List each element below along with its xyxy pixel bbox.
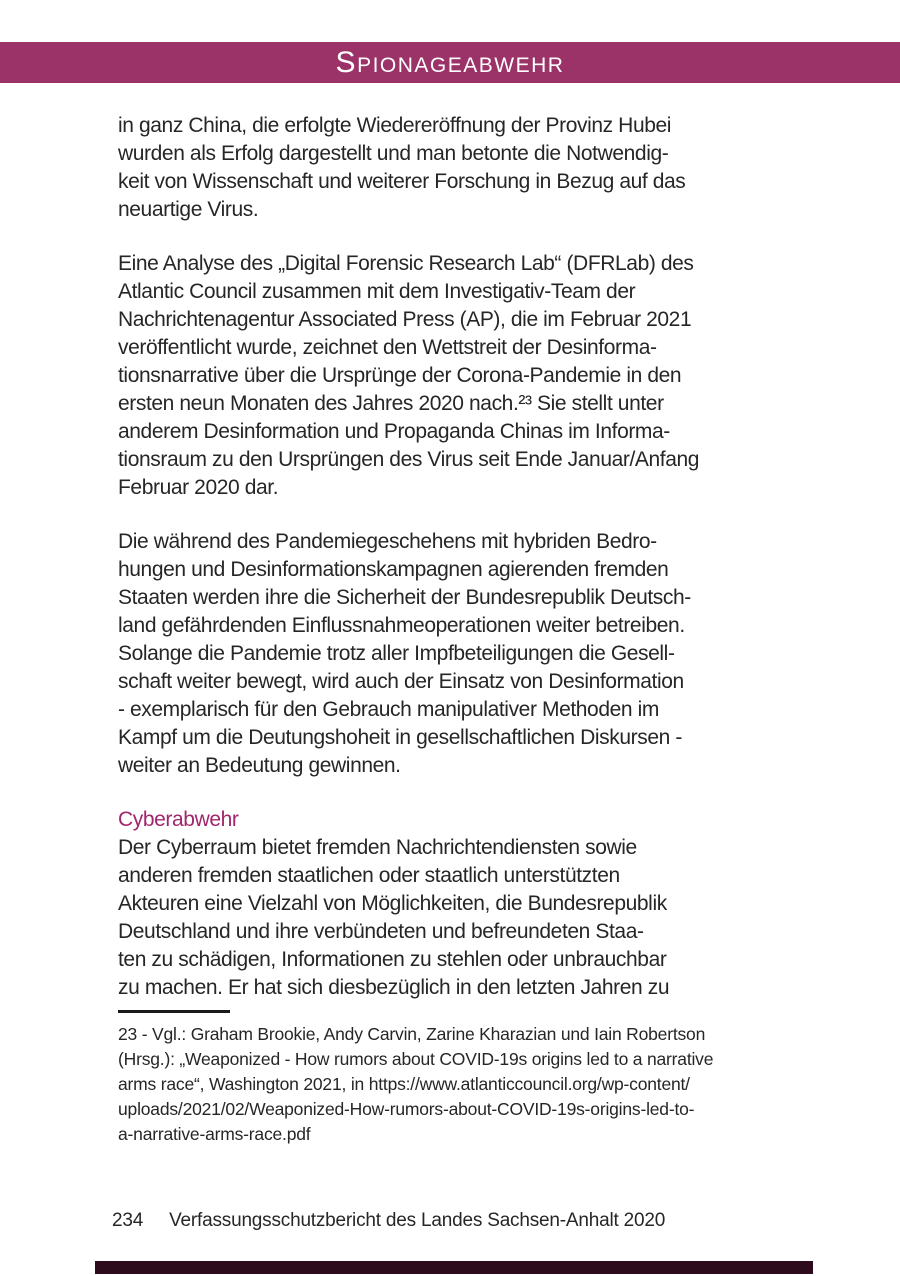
text-line: uploads/2021/02/Weaponized-How-rumors-about-COVID-19s-origins-led-to- <box>118 1099 695 1119</box>
text-line: neuartige Virus. <box>118 198 259 221</box>
footnote <box>118 1022 790 1147</box>
section-heading: Cyberabwehr <box>118 808 239 831</box>
text-line: schaft weiter bewegt, wird auch der Einsatz von Desinformation <box>118 670 684 693</box>
footnote-separator <box>118 1010 230 1013</box>
text-line: Deutschland und ihre verbündeten und befreundeten Staa- <box>118 920 644 943</box>
paragraph <box>118 112 790 224</box>
text-line: arms race“, Washington 2021, in https://www.atlanticcouncil.org/wp-content/ <box>118 1074 690 1094</box>
text-line: tionsnarrative über die Ursprünge der Corona-Pandemie in den <box>118 364 682 387</box>
page-number: 234 <box>112 1210 144 1231</box>
text-line: ersten neun Monaten des Jahres 2020 nach.²³ Sie stellt unter <box>118 392 664 415</box>
paragraph <box>118 528 790 780</box>
page-bottom-bar <box>95 1261 813 1274</box>
text-line: a-narrative-arms-race.pdf <box>118 1124 311 1144</box>
text-line: in ganz China, die erfolgte Wiedereröffnung der Provinz Hubei <box>118 114 672 137</box>
page-footer <box>112 1210 812 1232</box>
text-line: (Hrsg.): „Weaponized - How rumors about COVID-19s origins led to a narrative <box>118 1049 714 1069</box>
text-line: Solange die Pandemie trotz aller Impfbeteiligungen die Gesell- <box>118 642 675 665</box>
chapter-title-rest: PIONAGEABWEHR <box>357 53 565 77</box>
text-line: zu machen. Er hat sich diesbezüglich in den letzten Jahren zu <box>118 976 670 999</box>
text-line: anderen fremden staatlichen oder staatlich unterstützten <box>118 864 620 887</box>
text-line: ten zu schädigen, Informationen zu stehlen oder unbrauchbar <box>118 948 667 971</box>
text-line: anderem Desinformation und Propaganda Chinas im Informa- <box>118 420 670 443</box>
text-line: Die während des Pandemiegeschehens mit hybriden Bedro- <box>118 530 657 553</box>
text-line: hungen und Desinformationskampagnen agierenden fremden <box>118 558 669 581</box>
text-line: Staaten werden ihre die Sicherheit der Bundesrepublik Deutsch- <box>118 586 691 609</box>
text-line: veröffentlicht wurde, zeichnet den Wettstreit der Desinforma- <box>118 336 657 359</box>
text-line: Atlantic Council zusammen mit dem Investigativ-Team der <box>118 280 636 303</box>
text-line: 23 - Vgl.: Graham Brookie, Andy Carvin, Zarine Kharazian und Iain Robertson <box>118 1024 706 1044</box>
paragraph <box>118 834 790 1002</box>
paragraph <box>118 250 790 502</box>
chapter-title <box>335 45 565 79</box>
text-line: land gefährdenden Einflussnahmeoperationen weiter betreiben. <box>118 614 685 637</box>
text-line: Nachrichtenagentur Associated Press (AP), die im Februar 2021 <box>118 308 692 331</box>
text-line: Kampf um die Deutungshoheit in gesellschaftlichen Diskursen - <box>118 726 682 749</box>
text-line: weiter an Bedeutung gewinnen. <box>118 754 401 777</box>
document-title: Verfassungsschutzbericht des Landes Sachsen-Anhalt 2020 <box>169 1210 666 1231</box>
text-line: wurden als Erfolg dargestellt und man betonte die Notwendig- <box>118 142 669 165</box>
text-line: Der Cyberraum bietet fremden Nachrichtendiensten sowie <box>118 836 637 859</box>
chapter-header-bar <box>0 42 900 83</box>
text-line: tionsraum zu den Ursprüngen des Virus seit Ende Januar/Anfang <box>118 448 700 471</box>
text-line: - exemplarisch für den Gebrauch manipulativer Methoden im <box>118 698 659 721</box>
page-body <box>118 112 790 1147</box>
text-line: Eine Analyse des „Digital Forensic Research Lab“ (DFRLab) des <box>118 252 694 275</box>
text-line: keit von Wissenschaft und weiterer Forschung in Bezug auf das <box>118 170 686 193</box>
text-line: Akteuren eine Vielzahl von Möglichkeiten, die Bundesrepublik <box>118 892 667 915</box>
chapter-title-initial: S <box>335 45 358 79</box>
text-line: Februar 2020 dar. <box>118 476 279 499</box>
